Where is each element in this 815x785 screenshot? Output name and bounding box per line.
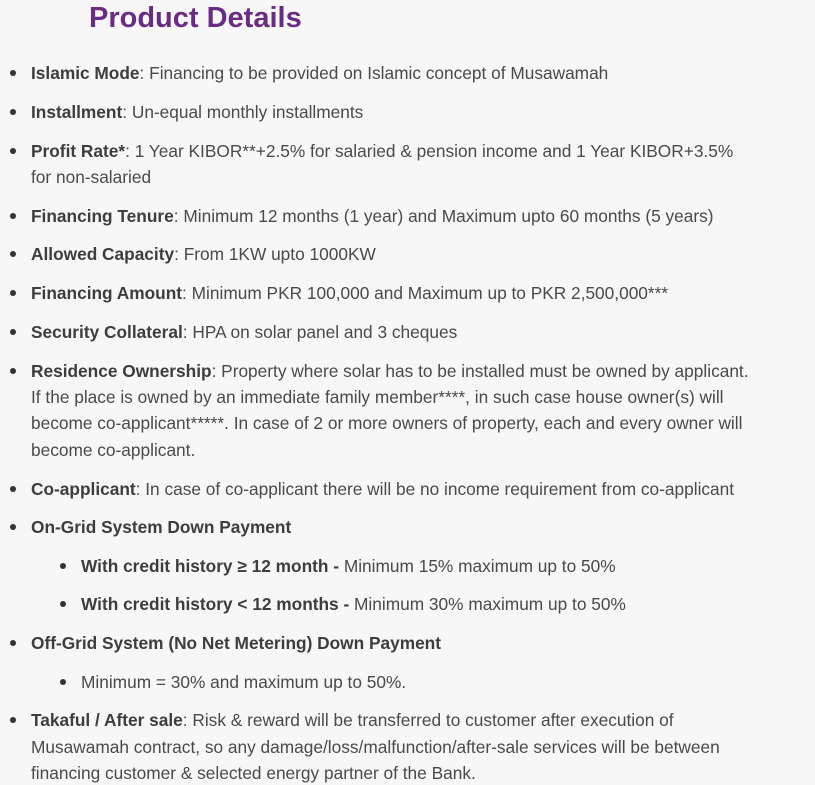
- item-label: Residence Ownership: [31, 360, 212, 381]
- item-text: : Minimum 12 months (1 year) and Maximum upto 60 months (5 years): [173, 205, 714, 226]
- list-item-islamic-mode: [31, 60, 756, 86]
- sub-item-label: With credit history ≥ 12 month -: [81, 555, 340, 576]
- sub-item-label: With credit history < 12 months -: [81, 594, 350, 615]
- product-details-list: [0, 60, 756, 785]
- sub-item-text: Minimum = 30% and maximum up to 50%.: [81, 671, 407, 692]
- item-text: : Un-equal monthly installments: [122, 101, 364, 122]
- list-item-takaful-after-sale: [31, 707, 756, 785]
- page-title: Product Details: [89, 2, 302, 34]
- list-item-allowed-capacity: [31, 241, 756, 267]
- item-label: Islamic Mode: [31, 63, 140, 83]
- list-item-co-applicant: [31, 476, 756, 502]
- item-text: : Risk & reward will be transferred to customer after execution of Musawamah contract, so any damage/loss/malfunction/after-sale services will be between financing customer & selected energy partner of the Bank.: [31, 710, 720, 783]
- item-label: Security Collateral: [31, 322, 183, 343]
- sub-item-text: Minimum 30% maximum up to 50%: [349, 594, 626, 615]
- list-item-residence-ownership: [31, 358, 756, 463]
- item-label: Takaful / After sale: [31, 710, 183, 731]
- item-text: : HPA on solar panel and 3 cheques: [182, 322, 458, 343]
- item-text: : In case of co-applicant there will be no income requirement from co-applicant: [135, 478, 735, 499]
- on-grid-sub-list: [31, 553, 756, 618]
- sub-list-item: [81, 669, 756, 695]
- list-item-profit-rate: [31, 138, 756, 191]
- list-item-installment: [31, 99, 756, 125]
- list-item-off-grid-down-payment: [31, 630, 756, 695]
- item-label: Allowed Capacity: [31, 244, 175, 265]
- item-label: Financing Tenure: [31, 205, 174, 226]
- list-item-security-collateral: [31, 319, 756, 345]
- item-text: : 1 Year KIBOR**+2.5% for salaried & pension income and 1 Year KIBOR+3.5% for non-salaried: [31, 140, 734, 187]
- item-label: On-Grid System Down Payment: [31, 517, 292, 538]
- item-text: : Minimum PKR 100,000 and Maximum up to PKR 2,500,000***: [182, 283, 669, 304]
- item-label: Off-Grid System (No Net Metering) Down Payment: [31, 633, 441, 654]
- list-item-financing-tenure: [31, 203, 756, 229]
- item-text: : Property where solar has to be installed must be owned by applicant. If the place is owned by an immediate family member****, in such case house owner(s) will become co-applicant*****. In case of 2 or more owners of property, each and every owner will become co-applicant.: [31, 360, 749, 460]
- sub-list-item: [81, 553, 756, 579]
- list-item-financing-amount: [31, 280, 756, 306]
- sub-item-text: Minimum 15% maximum up to 50%: [339, 555, 616, 576]
- sub-list-item: [81, 591, 756, 617]
- item-label: Co-applicant: [31, 478, 136, 499]
- off-grid-sub-list: [31, 669, 756, 695]
- item-label: Profit Rate*: [31, 140, 126, 161]
- item-text: : From 1KW upto 1000KW: [174, 244, 376, 265]
- list-item-on-grid-down-payment: [31, 514, 756, 617]
- item-label: Installment: [31, 101, 123, 122]
- item-label: Financing Amount: [31, 283, 183, 304]
- item-text: : Financing to be provided on Islamic concept of Musawamah: [139, 63, 609, 83]
